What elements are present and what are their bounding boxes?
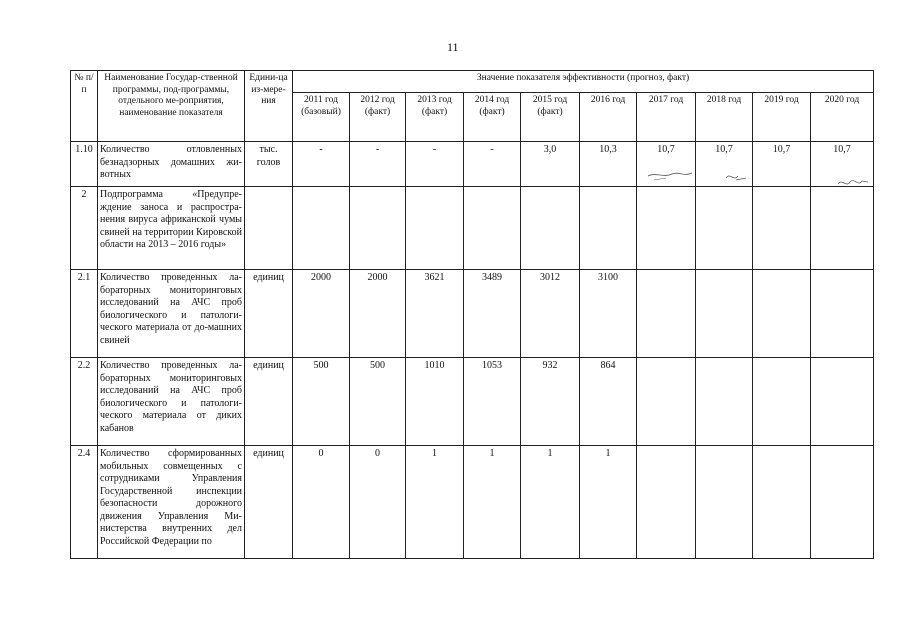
row-value: 864 (580, 358, 637, 446)
row-value (637, 446, 696, 559)
table-row (71, 446, 874, 559)
row-value: 3,0 (521, 142, 580, 187)
table-row (71, 142, 874, 187)
header-year: 2019 год (753, 93, 811, 142)
row-value: 2000 (293, 270, 350, 358)
header-unit: Едини-ца из-мере-ния (245, 71, 293, 142)
header-year: 2020 год (811, 93, 874, 142)
row-value: 1 (464, 446, 521, 559)
row-value (637, 358, 696, 446)
row-value: - (350, 142, 406, 187)
row-num: 2 (71, 187, 98, 270)
header-year: 2012 год (факт) (350, 93, 406, 142)
header-year: 2013 год (факт) (406, 93, 464, 142)
row-value: - (406, 142, 464, 187)
row-value: 0 (350, 446, 406, 559)
row-value (696, 446, 753, 559)
row-value: 500 (293, 358, 350, 446)
row-value: - (293, 142, 350, 187)
row-value (753, 187, 811, 270)
row-value (521, 187, 580, 270)
handwritten-mark (836, 174, 870, 190)
header-year: 2016 год (580, 93, 637, 142)
row-value (406, 187, 464, 270)
row-name: Количество проведенных ла-бораторных мониторинговых исследований на АЧС проб биологического и патологи-ческого материала от диких кабанов (98, 358, 245, 446)
header-year: 2014 год (факт) (464, 93, 521, 142)
handwritten-mark (646, 166, 696, 184)
row-num: 2.2 (71, 358, 98, 446)
header-year: 2015 год (факт) (521, 93, 580, 142)
row-name: Количество сформированных мобильных совмещенных с сотрудниками Управления Государственной инспекции безопасности дорожного движения Управления Ми-нистерства внутренних дел Российской Федерации по (98, 446, 245, 559)
row-name: Подпрограмма «Предупре-ждение заноса и распростра-нения вируса африканской чумы свиней на территории Кировской области на 2013 – 2016 годы» (98, 187, 245, 270)
row-value: 3012 (521, 270, 580, 358)
header-year: 2011 год (базовый) (293, 93, 350, 142)
row-num: 1.10 (71, 142, 98, 187)
row-value: - (464, 142, 521, 187)
row-value (811, 187, 874, 270)
row-num: 2.4 (71, 446, 98, 559)
row-value (293, 187, 350, 270)
row-value: 10,3 (580, 142, 637, 187)
row-unit (245, 187, 293, 270)
row-value (350, 187, 406, 270)
row-num: 2.1 (71, 270, 98, 358)
row-value: 1 (521, 446, 580, 559)
row-value: 932 (521, 358, 580, 446)
header-year: 2018 год (696, 93, 753, 142)
row-value: 1053 (464, 358, 521, 446)
row-value: 0 (293, 446, 350, 559)
row-value (696, 358, 753, 446)
row-unit: единиц (245, 446, 293, 559)
row-value (753, 270, 811, 358)
row-value (811, 358, 874, 446)
header-num: № п/п (71, 71, 98, 142)
row-unit: тыс. голов (245, 142, 293, 187)
row-value: 2000 (350, 270, 406, 358)
row-value: 10,7 (811, 142, 874, 187)
row-unit: единиц (245, 270, 293, 358)
row-value: 3100 (580, 270, 637, 358)
page-number: 11 (447, 40, 459, 54)
row-value (753, 358, 811, 446)
handwritten-mark (720, 168, 750, 186)
efficiency-indicators-table (70, 70, 874, 559)
row-value: 3621 (406, 270, 464, 358)
table-row (71, 187, 874, 270)
table-row (71, 270, 874, 358)
row-name: Количество отловленных безнадзорных домашних жи-вотных (98, 142, 245, 187)
row-value (637, 270, 696, 358)
header-name: Наименование Государ-ственной программы, под-программы, отдельного ме-роприятия, наименование показателя (98, 71, 245, 142)
row-value (811, 446, 874, 559)
row-value: 500 (350, 358, 406, 446)
row-unit: единиц (245, 358, 293, 446)
row-value (696, 187, 753, 270)
row-value (696, 270, 753, 358)
row-value: 1 (580, 446, 637, 559)
row-value: 3489 (464, 270, 521, 358)
row-value (811, 270, 874, 358)
header-year: 2017 год (637, 93, 696, 142)
row-value (464, 187, 521, 270)
header-values-group: Значение показателя эффективности (прогноз, факт) (293, 71, 874, 93)
table-row (71, 358, 874, 446)
row-value: 1010 (406, 358, 464, 446)
row-value: 10,7 (637, 142, 696, 187)
row-name: Количество проведенных ла-бораторных мониторинговых исследований на АЧС проб биологического и патологи-ческого материала от до-машних свиней (98, 270, 245, 358)
row-value (580, 187, 637, 270)
row-value: 10,7 (696, 142, 753, 187)
row-value: 1 (406, 446, 464, 559)
row-value (753, 446, 811, 559)
row-value (637, 187, 696, 270)
row-value: 10,7 (753, 142, 811, 187)
